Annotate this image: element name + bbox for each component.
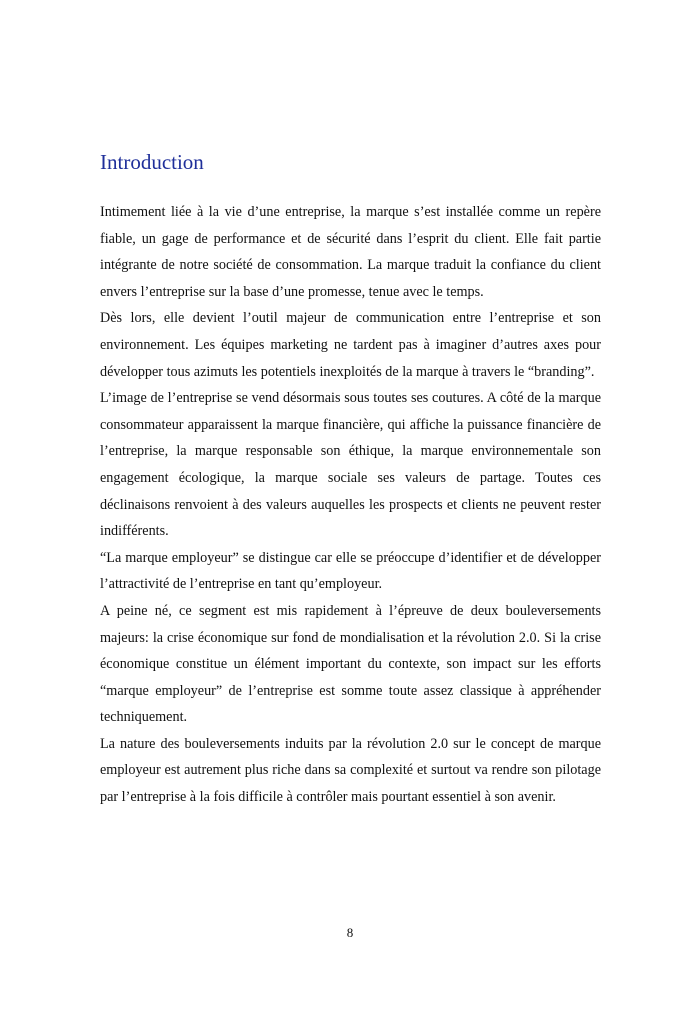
page-number: 8 (346, 925, 354, 940)
body-text (100, 199, 601, 811)
paragraph: L’image de l’entreprise se vend désormais sous toutes ses coutures. A côté de la marque consommateur apparaissent la marque financière, qui affiche la puissance financière de l’entreprise, la marque responsable son éthique, la marque environnementale son engagement écologique, la marque sociale ses valeurs de partage. Toutes ces déclinaisons renvoient à des valeurs auquelles les prospects et clients ne peuvent rester indifférents. (100, 390, 601, 540)
paragraph: “La marque employeur” se distingue car elle se préoccupe d’identifier et de développer l’attractivité de l’entreprise en tant qu’employeur. (100, 549, 601, 593)
paragraph: La nature des bouleversements induits par la révolution 2.0 sur le concept de marque employeur est autrement plus riche dans sa complexité et surtout va rendre son pilotage par l’entreprise à la fois difficile à contrôler mais pourtant essentiel à son avenir. (100, 735, 601, 806)
paragraph: Dès lors, elle devient l’outil majeur de communication entre l’entreprise et son environnement. Les équipes marketing ne tardent pas à imaginer d’autres axes pour développer tous azimuts les potentiels inexploités de la marque à travers le “branding”. (100, 310, 601, 380)
paragraph: Intimement liée à la vie d’une entreprise, la marque s’est installée comme un repère fiable, un gage de performance et de sécurité dans l’esprit du client. Elle fait partie intégrante de notre société de consommation. La marque traduit la confiance du client envers l’entreprise sur la base d’une promesse, tenue avec le temps. (100, 204, 601, 300)
section-heading: Introduction (100, 150, 204, 174)
paragraph: A peine né, ce segment est mis rapidement à l’épreuve de deux bouleversements majeurs: la crise économique sur fond de mondialisation et la révolution 2.0. Si la crise économique constitue un élément important du contexte, son impact sur les efforts “marque employeur” de l’entreprise est somme toute assez classique à appréhender techniquement. (100, 602, 601, 726)
